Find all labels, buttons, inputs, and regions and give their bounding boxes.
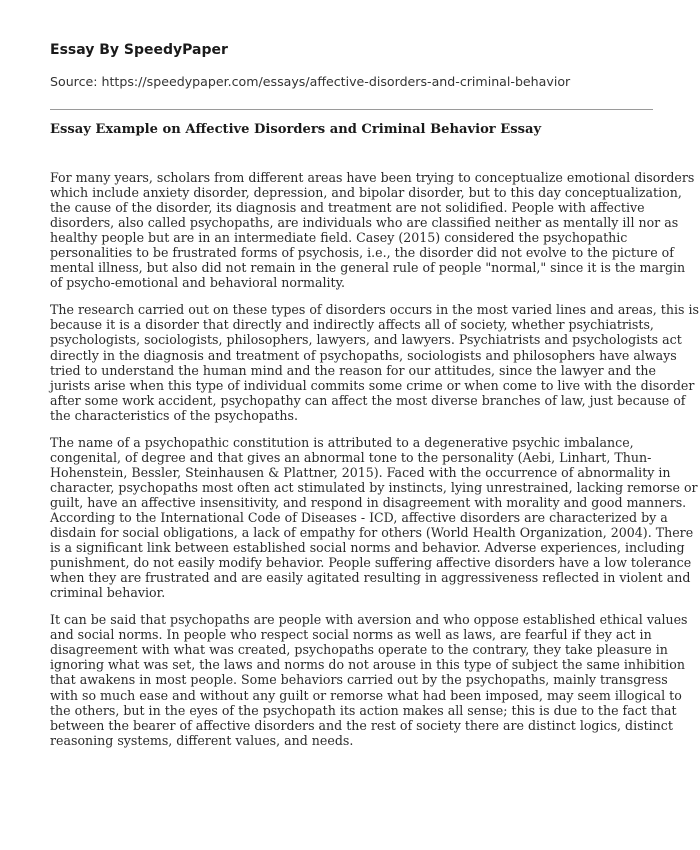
text-line: The research carried out on these types of disorders occurs in the most varied lines and areas, this is <box>50 302 699 318</box>
text-line: disdain for social obligations, a lack of empathy for others (World Health Organization, 2004). There <box>50 525 694 541</box>
text-line: ignoring what was set, the laws and norms do not arouse in this type of subject the same inhibition <box>50 657 685 673</box>
text-line: between the bearer of affective disorders and the rest of society there are distinct logics, distinct <box>50 717 673 733</box>
text-line: It can be said that psychopaths are people with aversion and who oppose established ethical values <box>50 612 688 628</box>
text-line: tried to understand the human mind and the reason for our attitudes, since the lawyer and the <box>50 362 657 378</box>
essay-title: Essay Example on Affective Disorders and Criminal Behavior Essay <box>50 122 542 137</box>
paragraph-1 <box>50 170 695 291</box>
text-line: jurists arise when this type of individual commits some crime or when come to live with the disorder <box>50 377 695 393</box>
text-line: the cause of the disorder, its diagnosis and treatment are not solidified. People with affective <box>50 200 645 216</box>
text-line: punishment, do not easily modify behavior. People suffering affective disorders have a low tolerance <box>50 555 692 571</box>
text-line: the others, but in the eyes of the psychopath its action makes all sense; this is due to the fact that <box>50 702 677 718</box>
essay-body <box>50 170 699 760</box>
text-line: healthy people but are in an intermediate field. Casey (2015) considered the psychopathic <box>50 230 628 246</box>
text-line: character, psychopaths most often act stimulated by instincts, lying unrestrained, lacking remorse or <box>50 479 698 495</box>
document-page <box>50 40 699 748</box>
paragraph-3 <box>50 434 698 601</box>
source-url: Source: https://speedypaper.com/essays/affective-disorders-and-criminal-behavior <box>50 74 571 89</box>
text-line: when they are frustrated and are easily agitated resulting in aggressiveness reflected in violent and <box>50 570 691 586</box>
text-line: disorders, also called psychopaths, are individuals who are classified neither as mentally ill nor as <box>50 215 679 231</box>
text-line: guilt, have an affective insensitivity, and respond in disagreement with morality and good manners. <box>50 494 687 510</box>
paragraph-4 <box>50 612 688 748</box>
text-line: with so much ease and without any guilt or remorse what had been imposed, may seem illogical to <box>50 687 682 703</box>
text-line: which include anxiety disorder, depression, and bipolar disorder, but to this day conceptualization, <box>50 185 682 201</box>
text-line: because it is a disorder that directly and indirectly affects all of society, whether psychiatrists, <box>50 317 654 333</box>
text-line: For many years, scholars from different areas have been trying to conceptualize emotional disorders <box>50 170 695 185</box>
text-line: reasoning systems, different values, and needs. <box>50 732 354 748</box>
text-line: disagreement with what was created, psychopaths operate to the contrary, they take pleasure in <box>50 642 668 658</box>
text-line: after some work accident, psychopathy can affect the most diverse branches of law, just because of <box>50 392 686 408</box>
header-divider <box>50 109 653 110</box>
text-line: congenital, of degree and that gives an abnormal tone to the personality (Aebi, Linhart, Thun- <box>50 449 652 465</box>
text-line: criminal behavior. <box>50 585 166 601</box>
text-line: Hohenstein, Bessler, Steinhausen & Plattner, 2015). Faced with the occurrence of abnormality in <box>50 464 671 480</box>
text-line: and social norms. In people who respect social norms as well as laws, are fearful if they act in <box>50 627 652 643</box>
text-line: that awakens in most people. Some behaviors carried out by the psychopaths, mainly transgress <box>50 672 668 688</box>
paragraph-2 <box>50 302 699 423</box>
document-header-title: Essay By SpeedyPaper <box>50 42 228 58</box>
text-line: The name of a psychopathic constitution is attributed to a degenerative psychic imbalance, <box>50 434 634 450</box>
text-line: directly in the diagnosis and treatment of psychopaths, sociologists and philosophers have always <box>50 347 677 363</box>
text-line: of psycho-emotional and behavioral normality. <box>50 275 346 291</box>
text-line: mental illness, but also did not remain in the general rule of people "normal," since it is the margin <box>50 260 686 276</box>
text-line: According to the International Code of Diseases - ICD, affective disorders are characterized by a <box>50 509 668 525</box>
text-line: psychologists, sociologists, philosophers, lawyers, and lawyers. Psychiatrists and psychologists act <box>50 332 682 348</box>
text-line: the characteristics of the psychopaths. <box>50 407 298 423</box>
text-line: is a significant link between established social norms and behavior. Adverse experiences, including <box>50 540 685 556</box>
text-line: personalities to be frustrated forms of psychosis, i.e., the disorder did not evolve to the picture of <box>50 245 674 261</box>
